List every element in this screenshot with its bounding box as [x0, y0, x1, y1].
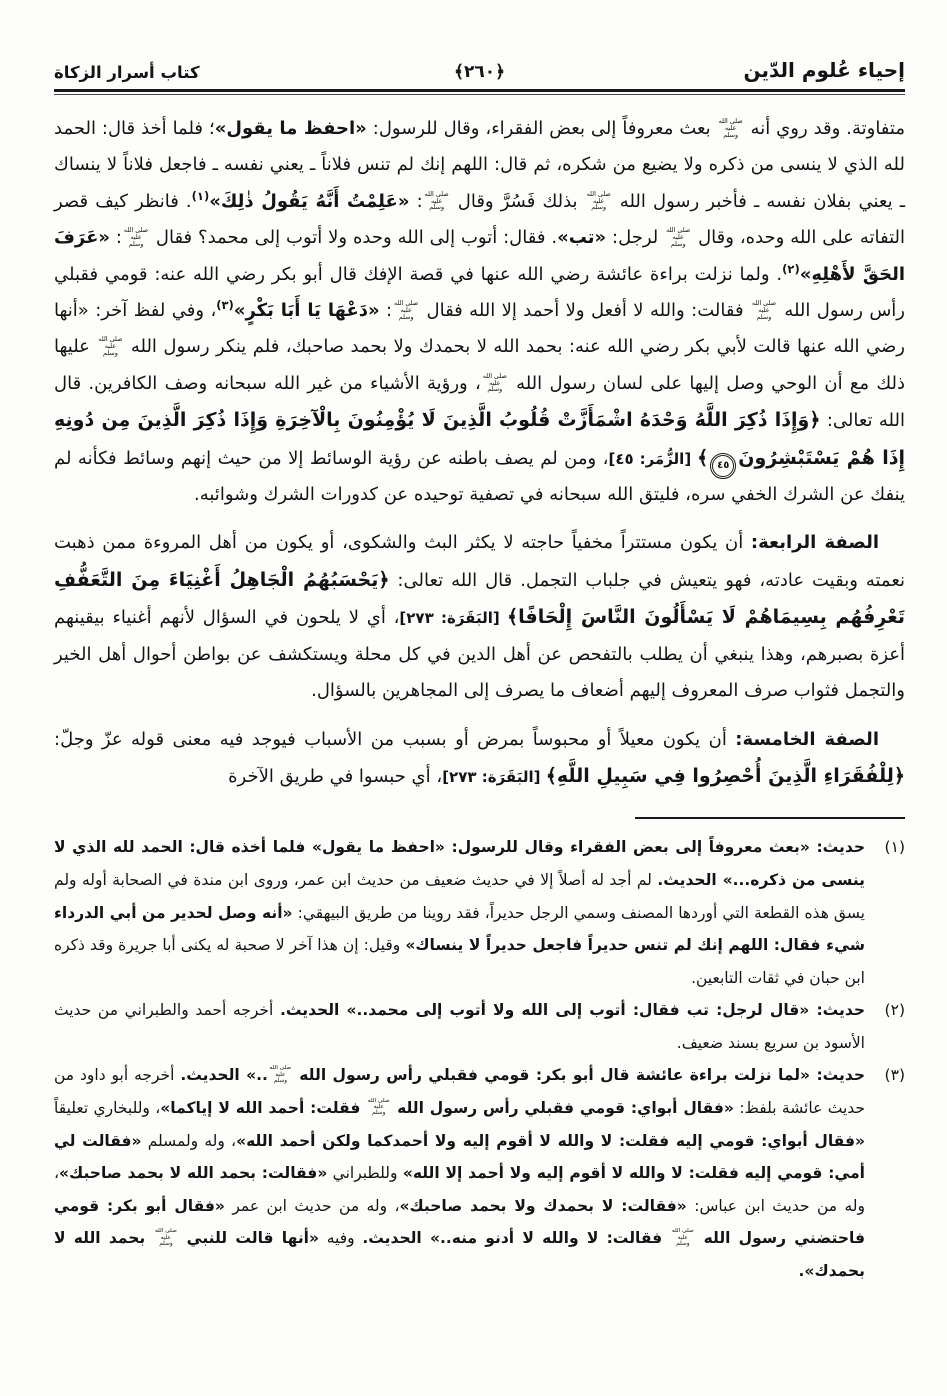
text-run: ، أي حبسوا في طريق الآخرة — [228, 765, 443, 787]
text-run: لم أجد له أصلاً إلا في حديث ضعيف من حديث ابن عمر، وروى ابن مندة في الصحابة أوله ولم يسق هذه القطعة التي أوردها المصنف وسمي الرجل حديراً، فقد روينا من طريق البيهقي: — [54, 870, 865, 922]
bold-text: حديث: «لما نزلت براءة عائشة قال أبو بكر: قومي فقبلي رأس رسول الله — [292, 1066, 866, 1085]
bold-text: «عَلِمْتُ أَنَّهُ يَقُولُ ذٰلِكَ» — [209, 190, 410, 212]
text-run: متفاوتة. وقد روي أنه — [744, 118, 905, 139]
text-run: عليها ذلك مع أن الوحي وصل إليها على لسان رسول الله — [54, 336, 905, 394]
footnotes — [0, 819, 947, 1287]
pbuh-honorific: صلى الله عليه وسلم — [671, 1228, 694, 1247]
pbuh-honorific: صلى الله عليه وسلم — [123, 227, 149, 248]
bold-text: حديث: «بعث معروفاً إلى بعض الفقراء وقال للرسول: «احفظ ما يقول» فلما أخذه قال: الحمد لله الذي لا ينسى من ذكره...» الحديث. — [54, 838, 865, 889]
verse-reference: [البَقَرَة: ٢٧٣] — [399, 609, 508, 628]
text-run: ، وله ولمسلم — [141, 1131, 237, 1150]
page-header — [0, 0, 947, 82]
footnote-number: (٢) — [884, 1001, 905, 1020]
text-run: وفيه — [318, 1229, 363, 1248]
bold-text: «أنها قالت للنبي — [178, 1229, 319, 1248]
text-run: . ولما نزلت براءة عائشة رضي الله عنها في قصة الإفك قال أبو بكر رضي الله عنه: قومي فقبلي رأس رسول الله — [54, 263, 906, 322]
text-run: ، وللبخاري تعليقاً — [54, 1099, 161, 1118]
footnote-ref-marker: (٢) — [782, 261, 800, 276]
ayah-number-badge: ٤٥ — [712, 455, 734, 477]
footnote-text — [54, 1059, 865, 1287]
footnote-text — [54, 831, 865, 994]
text-run: وقيل: إن هذا آخر لا صحبة له يكنى أبا جريرة وقد ذكره ابن حبان في ثقات التابعين. — [54, 936, 865, 987]
bold-text: «فقال أبواي: قومي فقبلي رأس رسول الله — [391, 1099, 734, 1118]
footnote-ref-marker: (٣) — [216, 298, 234, 313]
pbuh-honorific: صلى الله عليه وسلم — [482, 372, 507, 394]
text-run: أخرجه أبو داود من حديث عائشة بلفظ: — [54, 1066, 865, 1118]
footnote-ref-marker: (١) — [191, 188, 210, 203]
body-paragraph — [54, 111, 905, 513]
pbuh-honorific: صلى الله عليه وسلم — [269, 1065, 292, 1084]
bold-text: «تب» — [557, 227, 607, 249]
footnote — [54, 994, 905, 1059]
quran-verse: ﴾ — [697, 446, 709, 469]
pbuh-honorific: صلى الله عليه وسلم — [424, 190, 449, 212]
bold-text: بحمد الله لا بحمدك». — [54, 1229, 865, 1281]
bold-text: «فقال أبو بكر: قومي فاحتضني رسول الله — [54, 1196, 865, 1248]
body-paragraphs — [0, 95, 947, 795]
body-paragraph — [54, 525, 905, 709]
text-run: . فانظر كيف قصر التفاته على الله وحده، وقال — [54, 190, 905, 249]
quran-verse: ﴿وَإِذَا ذُكِرَ اللَّهُ وَحْدَهُ اشْمَأَزَّتْ قُلُوبُ الَّذِينَ لَا يُؤْمِنُونَ بِالْآخِرَةِ وَإِذَا ذُكِرَ الَّذِينَ مِن دُونِهِ إِذَا هُمْ يَسْتَبْشِرُونَ — [54, 409, 905, 469]
verse-reference: [البَقَرَة: ٢٧٣] — [442, 767, 546, 786]
quran-verse: ﴿لِلْفُقَرَاءِ الَّذِينَ أُحْصِرُوا فِي سَبِيلِ اللَّهِ﴾ — [545, 764, 905, 787]
text-run: ؛ فلما أخذ قال: الحمد لله الذي لا ينسى من ذكره ولا يضيع من شكره، ثم قال: اللهم إنك لم تنس فلاناً ـ يعني نفسه ـ فاجعل فلاناً لا ينساك ـ يعني بفلان نفسه ـ فأخبر رسول الله — [54, 118, 906, 212]
footnote-number: (١) — [884, 838, 905, 857]
pbuh-honorific: صلى الله عليه وسلم — [98, 336, 123, 358]
text-run: بذلك فَسُرَّ وقال — [450, 190, 585, 212]
bold-text: ..» الحديث. — [180, 1066, 268, 1085]
book-title: إحياء عُلوم الدّين — [743, 58, 905, 82]
text-run: ، وله من حديث ابن عباس: — [54, 1164, 865, 1215]
pbuh-honorific: صلى الله عليه وسلم — [751, 300, 777, 321]
text-run: لرجل: — [606, 227, 665, 249]
text-run: أخرجه أحمد والطبراني من حديث الأسود بن سريع بسند ضعيف. — [54, 1001, 865, 1052]
text-run: . فقال: أتوب إلى الله وحده ولا أتوب إلى محمد؟ فقال — [150, 227, 558, 249]
footnote-number: (٣) — [884, 1066, 905, 1085]
text-run: : — [110, 227, 122, 249]
text-run: ، ورؤية الأشياء من غير الله سبحانه وصف الكافرين. قال الله تعالى: — [54, 372, 905, 432]
pbuh-honorific: صلى الله عليه وسلم — [586, 190, 611, 212]
text-run: أن يكون معيلاً أو محبوساً بمرض أو بسبب من الأسباب فيوجد فيه معنى قوله عزّ وجلّ: — [54, 728, 736, 750]
chapter-title: كتاب أسرار الزكاة — [54, 63, 200, 82]
text-run: فقالت: والله لا أفعل ولا أحمد إلا الله فقال — [420, 300, 750, 322]
text-run: : — [409, 190, 423, 212]
bold-text: «فقالت: لا بحمدك ولا بحمد صاحبك» — [399, 1196, 687, 1215]
pbuh-honorific: صلى الله عليه وسلم — [394, 300, 419, 321]
bold-text: «دَعْهَا يَا أَبَا بَكْرٍ» — [233, 300, 380, 322]
bold-text: الصفة الخامسة: — [735, 728, 879, 750]
page-number: ﴿٢٦٠﴾ — [453, 62, 506, 82]
bold-text: «احفظ ما يقول» — [214, 118, 367, 139]
bold-text: الصفة الرابعة: — [750, 532, 879, 554]
verse-reference: [الزُّمَر: ٤٥] — [608, 449, 698, 468]
text-run: ، ومن لم يصف باطنه عن رؤية الوسائط إلا من حيث إنهم وسائط فكأنه لم ينفك عن الشرك الخفي سره، فليتق الله سبحانه في تصفية توحيده عن كدورات الشرك وشوائبه. — [54, 447, 905, 506]
bold-text: «أنه وصل لحدير من أبي الدرداء شيء فقال: اللهم إنك لم تنس حديراً فاجعل حديراً لا ينساك» — [54, 903, 865, 955]
bold-text: فقالت: لا والله لا أدنو منه..» الحديث. — [362, 1229, 671, 1248]
bold-text: «فقالت لي أمي: قومي إليه فقلت: لا والله لا أقوم إليه ولا أحمد إلا الله» — [54, 1131, 865, 1183]
text-run: ، أي لا يلحون في السؤال لأنهم أغنياء بيقينهم أعزة بصبرهم، وهذا ينبغي أن يطلب بالتفحص عن أهل الدين في كل محلة ويستكشف عن بواطن أحوال أهل الخير والتجمل فثواب صرف المعروف إليهم أضعاف ما يصرف إلى المجاهرين بالسؤال. — [54, 607, 905, 702]
body-paragraph — [54, 722, 905, 796]
pbuh-honorific: صلى الله عليه وسلم — [718, 118, 743, 139]
text-run: أن يكون مستتراً مخفياً حاجته لا يكثر البث والشكوى، أو يكون من أهل المروءة ممن ذهبت نعمته وبقيت عادته، فهو يتعيش في جلباب التجمل. قال الله تعالى: — [54, 532, 906, 591]
pbuh-honorific: صلى الله عليه وسلم — [666, 227, 691, 248]
footnote — [54, 1059, 905, 1287]
bold-text: «عَرَفَ الحَقَّ لأَهْلِهِ» — [54, 227, 905, 285]
footnote-text — [54, 994, 865, 1059]
text-run: بعث معروفاً إلى بعض الفقراء، وقال للرسول: — [366, 118, 717, 139]
bold-text: «فقالت: بحمد الله لا بحمد صاحبك» — [59, 1164, 328, 1183]
text-run: ، وفي لفظ آخر: «أنها رضي الله عنها قالت لأبي بكر رضي الله عنه: بحمد الله لا بحمدك ولا بحمد صاحبك، فلم ينكر رسول الله — [54, 300, 905, 358]
text-run: وللطبراني — [327, 1164, 403, 1183]
bold-text: فقلت: أحمد الله لا إياكما» — [160, 1099, 367, 1118]
pbuh-honorific: صلى الله عليه وسلم — [367, 1098, 390, 1117]
bold-text: حديث: «قال لرجل: تب فقال: أتوب إلى الله ولا أتوب إلى محمد..» الحديث. — [279, 1001, 865, 1020]
text-run: ، وله من حديث ابن عمر — [224, 1196, 400, 1215]
quran-verse: ﴿يَحْسَبُهُمُ الْجَاهِلُ أَغْنِيَاءَ مِنَ التَّعَفُّفِ تَعْرِفُهُم بِسِيمَاهُمْ لَا يَسْأَلُونَ النَّاسَ إِلْحَافًا﴾ — [54, 568, 905, 629]
footnote — [54, 831, 905, 994]
pbuh-honorific: صلى الله عليه وسلم — [154, 1228, 177, 1247]
text-run: : — [379, 300, 393, 322]
bold-text: «فقال أبواي: قومي إليه فقلت: لا والله لا أقوم إليه ولا أحمدكما ولكن أحمد الله» — [236, 1131, 865, 1150]
